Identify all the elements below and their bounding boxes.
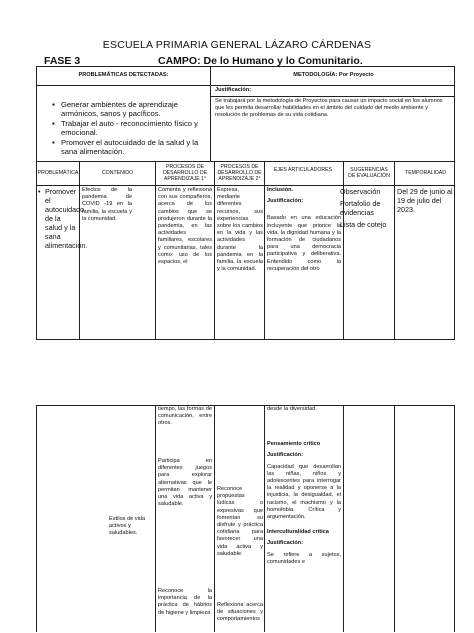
problematicas-heading: PROBLEMÁTICAS DETECTADAS:: [78, 72, 169, 78]
problematicas-list: [47, 100, 207, 157]
p2-ejes-a: desde la diversidad.: [267, 406, 317, 412]
eval-item-1: Observación: [340, 187, 381, 196]
eval-item-2: Portafolio de evidencias: [340, 199, 381, 217]
p2-ejes: [267, 406, 341, 633]
eval-item-3: Lista de cotejo: [340, 220, 387, 229]
p2-pda1-b: Participa en diferentes juegos para explorar alternativas que le permitan mantener una vida activa y saludable.: [158, 458, 212, 508]
problematica-bullet-3: ▪ Promover el autocuidado de la salud y la sana alimentación.: [61, 138, 207, 156]
p2-pda2-a: Reconoce propuestas lúdicas o expresivas que fomentan su disfrute y práctica cotidiana para favorecer una vida activa y saludable.: [217, 486, 263, 557]
p2-pda1-a: tiempo, las formas de comunicación, entre otros.: [158, 406, 212, 427]
metodologia-heading: METODOLOGÍA: Por Proyecto: [293, 72, 374, 78]
p2-ejes-b-text: Capacidad que desarrollan las niñas, niños y adolescentes para interrogar la realidad y oponerse a la injusticia, la desigualdad, el racismo, el machismo y la homofobia. Crítica y argumentación.: [267, 463, 341, 521]
row1-contenido: Efectos de la pandemia de COVID -19 en la familia, la escuela y la comunidad.: [82, 187, 132, 222]
p2-ejes-c-text: Se refiere a sujetos, comunidades e: [267, 551, 341, 565]
problematicas-table: [36, 66, 455, 162]
fase-label: FASE 3: [44, 55, 81, 67]
col-problematica-header: PROBLEMÁTICA: [37, 170, 79, 176]
p2-ejes-b-just: Justificación:: [267, 452, 304, 459]
col-pda1-header: PROCESOS DE DESARROLLO DE APRENDIZAJE 1°: [162, 164, 208, 183]
row1-ejes-text: Basado en una educación incluyente que priorice la vida, la dignidad humana y la formación de ciudadanos para una democracia participativa y deliberativa. Entendido como la recuperación del otro: [267, 215, 341, 272]
row1-ejes-just: Justificación:: [267, 198, 304, 205]
col-contenido-header: CONTENIDO: [101, 170, 134, 176]
row1-problematica-text: Promover el autocuidado de la salud y la sana alimentación.: [45, 187, 88, 250]
col-evaluacion-header: SUGERENCIAS DE EVALUACIÓN: [348, 167, 390, 180]
col-pda2-header: PROCESOS DE DESARROLLO DE APRENDIZAJE 2°: [217, 164, 262, 183]
col-ejes-header: EJES ARTICULADORES: [273, 167, 333, 173]
planning-table: [36, 162, 455, 340]
row1-ejes-title: Inclusión.: [267, 187, 294, 193]
p2-ejes-c-just: Justificación:: [267, 540, 304, 547]
p2-contenido: Estilos de vida activos y saludables.: [109, 516, 146, 537]
justificacion-text: Se trabajará por la metodología de Proyectos para causar un impacto social en los alumnos que les permita desarrollar habilidades en el ámbito del cuidado del medio ambiente y resolución de problemas de su vida cotidiana.: [215, 98, 443, 119]
justificacion-label: Justificación:: [215, 87, 252, 93]
p2-pda1-c: Reconoce la importancia de la práctica de hábitos de higiene y limpieza: [158, 588, 212, 616]
campo-label: CAMPO: De lo Humano y lo Comunitario.: [158, 55, 363, 67]
p2-pda2-b: Reflexiona acerca de situaciones y comportamientos: [217, 602, 263, 623]
row1-temporalidad: Del 29 de junio al 19 de julio del 2023.: [397, 187, 453, 214]
row1-pda2: Expresa, mediante diferentes recursos, sus experiencias sobre los cambios en la vida y las actividades durante la pandemia en la familia, la escuela y la comunidad.: [217, 187, 263, 273]
col-temporalidad-header: TEMPORALIDAD: [405, 170, 446, 176]
problematica-bullet-2: ▪ Trabajar el auto - reconocimiento físico y emocional.: [61, 119, 207, 137]
p2-ejes-c-title: Interculturalidad crítica: [267, 529, 329, 536]
p2-ejes-b-title: Pensamiento crítico: [267, 441, 321, 448]
problematica-bullet-1: ▪ Generar ambientes de aprendizaje armónicos, sanos y pacíficos.: [61, 100, 207, 118]
row1-pda1: Comenta y reflexiona con sus compañeros, acerca de los cambios que se produjeron durante la pandemia, en las actividades familiares, escolares y comunitarias, tales como: uso de los espacios, el: [158, 187, 212, 266]
table-continuation: [36, 405, 455, 632]
school-title: ESCUELA PRIMARIA GENERAL LÁZARO CÁRDENAS: [102, 39, 372, 51]
row1-problematica-item: • Promover el autocuidado de la salud y la sana alimentación.: [38, 187, 88, 250]
row1-problematica: [38, 187, 88, 250]
row1-ejes: [267, 187, 341, 339]
row1-evaluacion: [340, 187, 393, 229]
